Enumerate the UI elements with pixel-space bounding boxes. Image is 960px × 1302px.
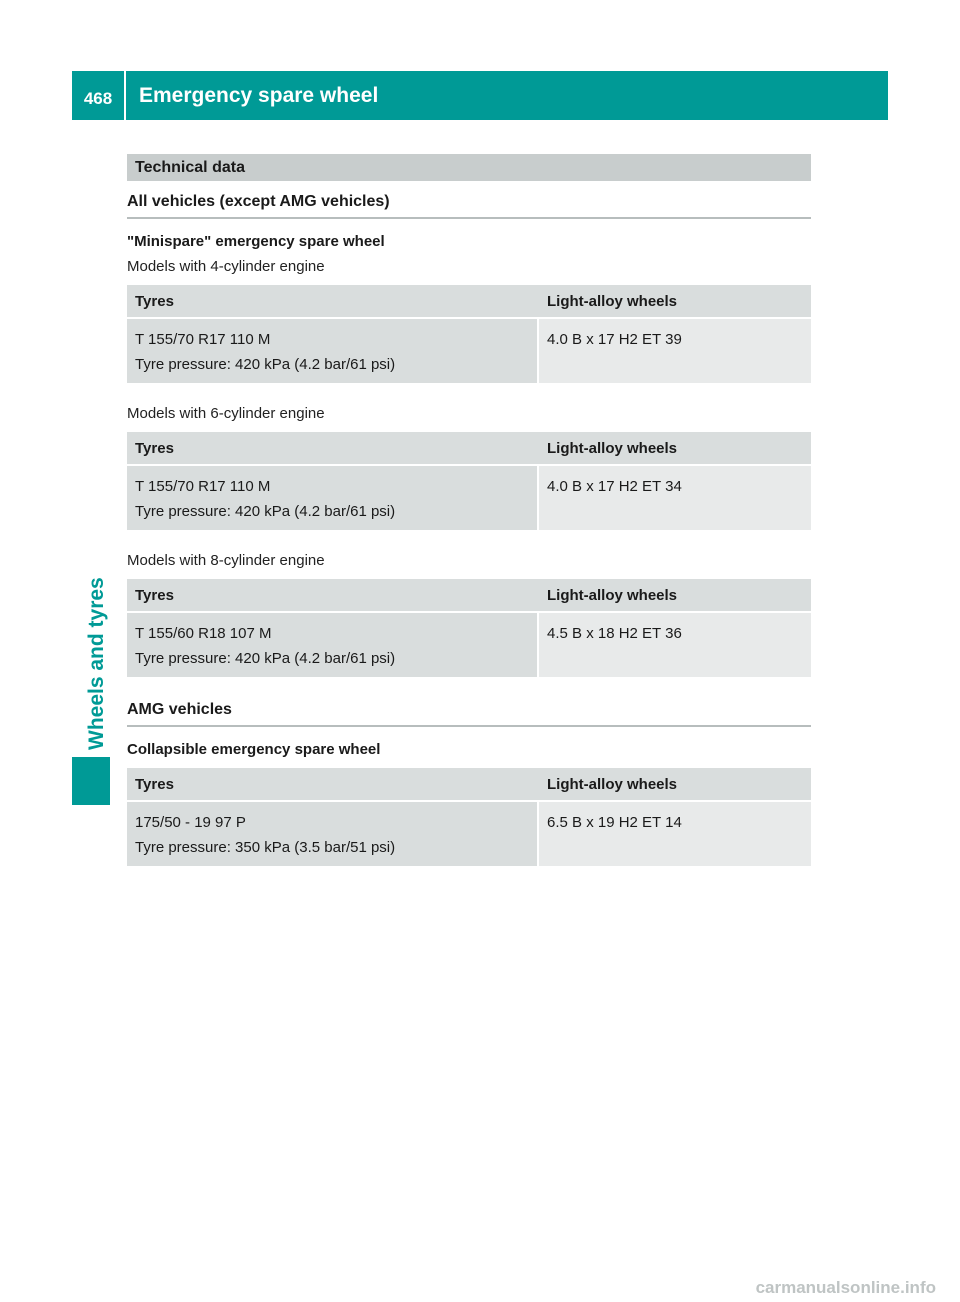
tyre-cell (127, 466, 539, 530)
table-row (127, 613, 811, 677)
column-header-wheels: Light-alloy wheels (539, 285, 811, 319)
spec-table-4cyl (127, 285, 811, 383)
column-header-tyres: Tyres (127, 768, 539, 802)
page-header (72, 71, 888, 120)
table-header-row (127, 579, 811, 613)
spec-table-amg (127, 768, 811, 866)
tyre-pressure: Tyre pressure: 350 kPa (3.5 bar/51 psi) (135, 839, 396, 856)
column-header-wheels: Light-alloy wheels (539, 579, 811, 613)
column-header-tyres: Tyres (127, 285, 539, 319)
tyre-pressure: Tyre pressure: 420 kPa (4.2 bar/61 psi) (135, 650, 396, 667)
wheel-cell: 4.5 B x 18 H2 ET 36 (539, 613, 811, 677)
content (127, 154, 811, 866)
minispare-heading: "Minispare" emergency spare wheel (127, 233, 385, 250)
column-header-wheels: Light-alloy wheels (539, 768, 811, 802)
side-tab-label: Wheels and tyres (85, 577, 108, 750)
watermark: carmanualsonline.info (755, 1278, 936, 1297)
column-header-tyres: Tyres (127, 579, 539, 613)
wheel-cell: 6.5 B x 19 H2 ET 14 (539, 802, 811, 866)
tyre-pressure: Tyre pressure: 420 kPa (4.2 bar/61 psi) (135, 503, 396, 520)
tyre-pressure: Tyre pressure: 420 kPa (4.2 bar/61 psi) (135, 356, 396, 373)
spec-table-6cyl (127, 432, 811, 530)
section-title: Technical data (127, 154, 811, 181)
tyre-size: T 155/60 R18 107 M (135, 625, 272, 642)
page-title: Emergency spare wheel (139, 84, 379, 107)
tyre-size: T 155/70 R17 110 M (135, 478, 271, 495)
group-heading-amg: AMG vehicles (127, 689, 811, 727)
page-number: 468 (72, 71, 126, 120)
column-header-tyres: Tyres (127, 432, 539, 466)
tyre-cell (127, 802, 539, 866)
table-row (127, 466, 811, 530)
table-row (127, 802, 811, 866)
group-heading-non-amg: All vehicles (except AMG vehicles) (127, 181, 811, 219)
collapsible-heading: Collapsible emergency spare wheel (127, 741, 381, 758)
table-header-row (127, 432, 811, 466)
table-header-row (127, 768, 811, 802)
tyre-cell (127, 613, 539, 677)
tyre-size: T 155/70 R17 110 M (135, 331, 271, 348)
tyre-cell (127, 319, 539, 383)
wheel-cell: 4.0 B x 17 H2 ET 39 (539, 319, 811, 383)
side-tab (72, 120, 110, 750)
tyre-size: 175/50 - 19 97 P (135, 814, 246, 831)
table-row (127, 319, 811, 383)
model-line-6cyl: Models with 6-cylinder engine (127, 405, 325, 422)
side-tab-marker (72, 757, 110, 805)
column-header-wheels: Light-alloy wheels (539, 432, 811, 466)
model-line-8cyl: Models with 8-cylinder engine (127, 552, 325, 569)
model-line-4cyl: Models with 4-cylinder engine (127, 258, 325, 275)
wheel-cell: 4.0 B x 17 H2 ET 34 (539, 466, 811, 530)
table-header-row (127, 285, 811, 319)
spec-table-8cyl (127, 579, 811, 677)
